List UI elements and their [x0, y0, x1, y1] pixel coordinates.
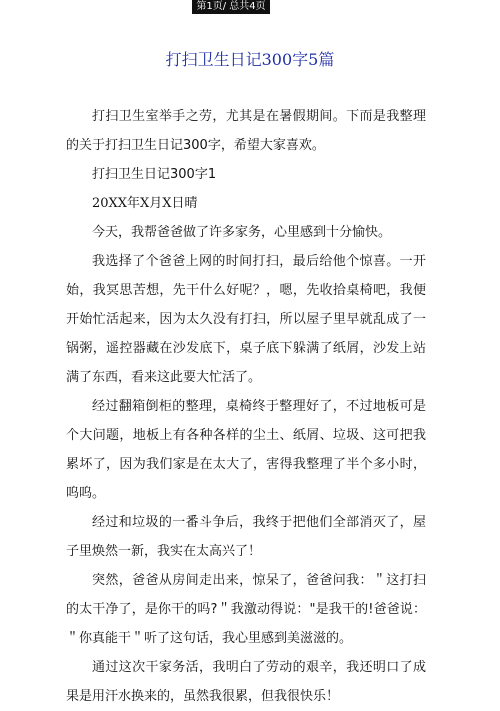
diary-paragraph: 经过和垃圾的一番斗争后，我终于把他们全部消灭了，屋子里焕然一新，我实在太高兴了！ [66, 515, 426, 559]
diary-date: 20XX年X月X日晴 [92, 196, 198, 211]
document-title: 打扫卫生日记300字5篇 [165, 50, 335, 69]
diary-paragraph: 我选择了个爸爸上网的时间打扫，最后给他个惊喜。一开始，我冥思苦想，先干什么好呢？，嗯，先收拾桌椅吧，我便开始忙活起来，因为太久没有打扫，所以屋子里早就乱成了一锅粥，遥控器藏在沙发底下，桌子底下躲满了纸屑，沙发上站满了东西，看来这此要大忙活了。 [66, 254, 426, 385]
intro-paragraph: 打扫卫生室举手之劳，尤其是在暑假期间。下而是我整理的关于打扫卫生日记300字，希望大家喜欢。 [66, 109, 426, 153]
diary-paragraph: 突然，爸爸从房间走出来，惊呆了，爸爸问我：＂这打扫的太干净了，是你干的吗?＂我激动得说："是我干的!爸爸说：＂你真能干＂听了这句话，我心里感到美滋滋的。 [66, 573, 426, 646]
diary-paragraph: 今天，我帮爸爸做了许多家务，心里感到十分愉快。 [92, 225, 392, 240]
diary-paragraph: 通过这次干家务活，我明白了劳动的艰辛，我还明口了成果是用汗水换来的，虽然我很累，但我很快乐！ [66, 660, 426, 704]
section-heading: 打扫卫生日记300字1 [92, 167, 217, 182]
document-body [66, 102, 426, 711]
diary-paragraph: 经过翻箱倒柜的整理，桌椅终于整理好了，不过地板可是个大问题，地板上有各种各样的尘土、纸屑、垃圾、这可把我累坏了，因为我们家是在太大了，害得我整理了半个多小时，呜呜。 [66, 399, 426, 501]
page-indicator: 第1页/ 总共4页 [192, 0, 270, 14]
